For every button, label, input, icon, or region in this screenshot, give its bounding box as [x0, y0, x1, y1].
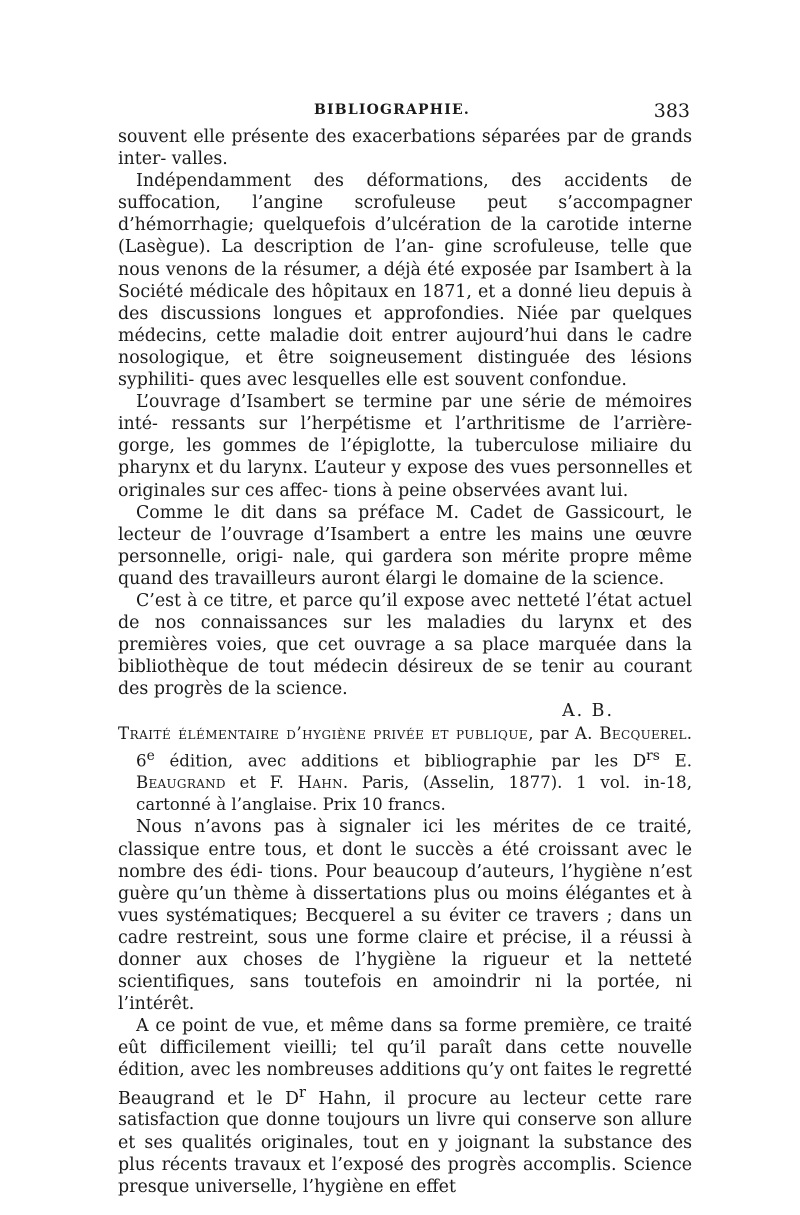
- paragraph-text: A ce point de vue, et même dans sa forme première, ce traité eût difficilement vieilli; tel qu’il paraît dans cette nouvelle édition, avec les nombreuses additions qu’y ont faites le regretté Beaugrand et le D: [118, 1016, 692, 1109]
- entry-text: E.: [659, 751, 692, 771]
- paragraph-superscript: r: [298, 1084, 306, 1101]
- paragraph: Comme le dit dans sa préface M. Cadet de Gassicourt, le lecteur de l’ouvrage d’Isambert a entre les mains une œuvre personnelle, origi- nale, qui gardera son mérite propre même quand des travailleurs auront élargi le domaine de la science.: [118, 502, 692, 589]
- entry-text: . 6: [136, 723, 693, 771]
- paragraph: Indépendamment des déformations, des accidents de suffocation, l’angine scrofuleuse peut s’accompagner d’hémorrhagie; quelquefois d’ulcération de la carotide interne (Lasègue). La description de l’an- gine scrofuleuse, telle que nous venons de la résumer, a déjà été exposée par Isambert à la Société médicale des hôpitaux en 1871, et a donné lieu depuis à des discussions longues et approfondies. Niée par quelques médecins, cette maladie doit entrer aujourd’hui dans le cadre nosologique, et être soigneusement distinguée des lésions syphiliti- ques avec lesquelles elle est souvent confondue.: [118, 171, 692, 391]
- entry-text: . Paris, (Asselin, 1877). 1 vol. in-18, cartonné à l’anglaise. Prix 10 francs.: [136, 773, 692, 815]
- entry-coauthor: Hahn: [297, 773, 343, 793]
- book-page: [118, 100, 692, 1198]
- entry-text: édition, avec additions et bibliographie par les D: [154, 751, 647, 771]
- review-text-isambert: [118, 126, 692, 723]
- paragraph: [118, 1015, 692, 1198]
- entry-text: , par: [528, 723, 575, 743]
- paragraph: souvent elle présente des exacerbations séparées par de grands inter- valles.: [118, 127, 692, 170]
- entry-coauthor: Beaugrand: [136, 773, 226, 793]
- review-text-becquerel: [118, 816, 692, 1197]
- entry-superscript: rs: [646, 747, 660, 764]
- running-head: [118, 100, 692, 126]
- bibliography-entry: [118, 723, 692, 817]
- entry-text: et F.: [225, 773, 298, 793]
- paragraph-text: Hahn, il procure au lecteur cette rare satisfaction que donne toujours un livre qui conserve son allure et ses qualités originales, tout en y joignant la substance des plus récents travaux et l’exposé des progrès accomplis. Science presque universelle, l’hygiène en effet: [118, 1088, 692, 1197]
- paragraph: L’ouvrage d’Isambert se termine par une série de mémoires inté- ressants sur l’herpétisme et l’arthritisme de l’arrière-gorge, les gommes de l’épiglotte, la tuberculose miliaire du pharynx et du larynx. L’auteur y expose des vues personnelles et originales sur ces affec- tions à peine observées avant lui.: [118, 392, 692, 501]
- entry-author: A. Becquerel: [574, 723, 687, 743]
- entry-superscript: e: [146, 747, 155, 764]
- page-number: 383: [653, 100, 690, 122]
- review-signature: A. B.: [562, 701, 614, 722]
- paragraph: C’est à ce titre, et parce qu’il expose avec netteté l’état actuel de nos connaissances sur les maladies du larynx et des premières voies, que cet ouvrage a sa place marquée dans la bibliothèque de tout médecin désireux de se tenir au courant des progrès de la science.: [118, 590, 692, 700]
- entry-title: Traité élémentaire d’hygiène privée et publique: [118, 723, 529, 743]
- running-title: BIBLIOGRAPHIE.: [314, 102, 470, 118]
- paragraph: Nous n’avons pas à signaler ici les mérites de ce traité, classique entre tous, et dont le succès a été croissant avec le nombre des édi- tions. Pour beaucoup d’auteurs, l’hygiène n’est guère qu’un thème à dissertations plus ou moins élégantes et à vues systématiques; Becquerel a su éviter ce travers ; dans un cadre restreint, sous une forme claire et précise, il a réussi à donner aux choses de l’hygiène la rigueur et la netteté scientifiques, sans toutefois en amoindrir ni la portée, ni l’intérêt.: [118, 817, 692, 1015]
